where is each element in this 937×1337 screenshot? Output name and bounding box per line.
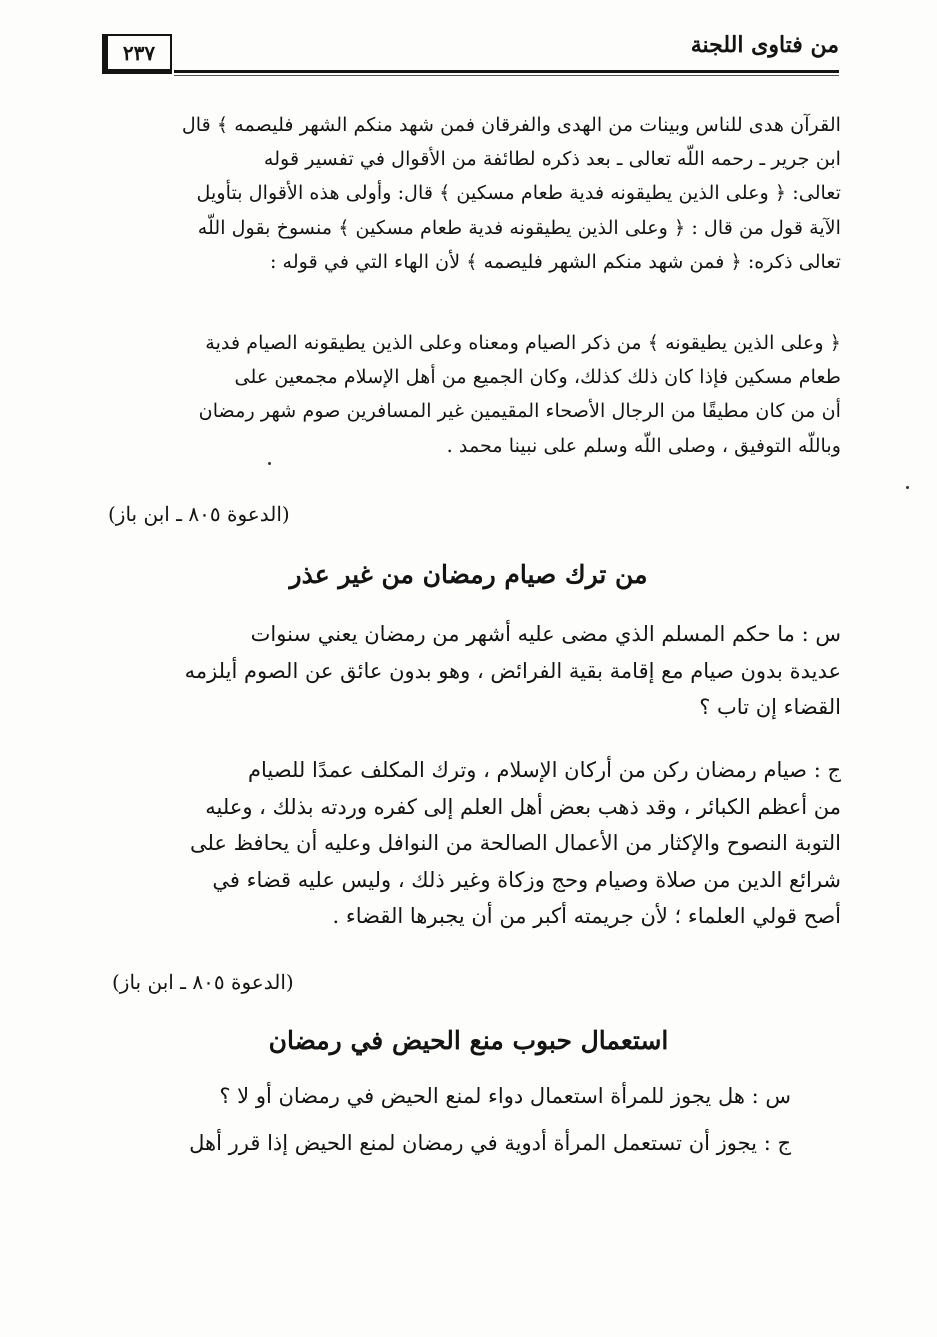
- fatwa-source: (الدعوة ٨٠٥ ـ ابن باز): [108, 502, 290, 526]
- text-line: من أعظم الكبائر ، وقد ذهب بعض أهل العلم إلى كفره وردته بذلك ، وعليه: [205, 794, 841, 819]
- header-rule: [174, 70, 839, 73]
- text-line: وباللّه التوفيق ، وصلى اللّه وسلم على نبينا محمد .: [446, 433, 841, 457]
- text-line: طعام مسكين فإذا كان ذلك كذلك، وكان الجميع من أهل الإسلام مجمعين على: [234, 365, 841, 389]
- paragraph-tafsir-continued: [106, 326, 841, 463]
- scan-speck: [268, 462, 271, 465]
- text-line: التوبة النصوح والإكثار من الأعمال الصالحة من النوافل وعليه أن يحافظ على: [189, 831, 841, 855]
- text-line: ﴿ وعلى الذين يطيقونه ﴾ من ذكر الصيام ومعناه وعلى الذين يطيقونه الصيام فدية: [205, 331, 841, 354]
- running-header: [102, 24, 839, 84]
- text-line: أن من كان مطيقًا من الرجال الأصحاء المقيمين غير المسافرين صوم شهر رمضان: [198, 399, 841, 423]
- text-line: س : ما حكم المسلم الذي مضى عليه أشهر من رمضان يعني سنوات: [250, 622, 841, 646]
- fatwa-source: (الدعوة ٨٠٥ ـ ابن باز): [112, 970, 294, 994]
- text-line: ابن جرير ـ رحمه اللّه تعالى ـ بعد ذكره لطائفة من الأقوال في تفسير قوله: [263, 147, 841, 171]
- text-line: عديدة بدون صيام مع إقامة بقية الفرائض ، وهو بدون عائق عن الصوم أيلزمه: [184, 658, 841, 683]
- text-line: القضاء إن تاب ؟: [699, 695, 841, 719]
- text-line: تعالى: ﴿ وعلى الذين يطيقونه فدية طعام مسكين ﴾ قال: وأولى هذه الأقوال بتأويل: [196, 181, 841, 205]
- text-line: الآية قول من قال : ﴿ وعلى الذين يطيقونه فدية طعام مسكين ﴾ منسوخ بقول اللّه: [197, 215, 841, 239]
- book-title: من فتاوى اللجنة: [690, 32, 839, 58]
- text-line: شرائع الدين من صلاة وصيام وحج وزكاة وغير ذلك ، وليس عليه قضاء في: [212, 867, 841, 892]
- header-rule-thin: [174, 75, 839, 76]
- text-line: تعالى ذكره: ﴿ فمن شهد منكم الشهر فليصمه ﴾ لأن الهاء التي في قوله :: [269, 249, 841, 273]
- answer-paragraph: [103, 752, 841, 935]
- answer-line: ج : يجوز أن تستعمل المرأة أدوية في رمضان لمنع الحيض إذا قرر أهل: [189, 1131, 791, 1155]
- scan-speck: [906, 486, 909, 489]
- text-line: أصح قولي العلماء ؛ لأن جريمته أكبر من أن يجبرها القضاء .: [332, 904, 841, 928]
- question-paragraph: [103, 616, 841, 726]
- text-line: القرآن هدى للناس وبينات من الهدى والفرقان فمن شهد منكم الشهر فليصمه ﴾ قال: [181, 113, 841, 136]
- question-line: س : هل يجوز للمرأة استعمال دواء لمنع الحيض في رمضان أو لا ؟: [219, 1084, 791, 1108]
- page-number: ٢٣٧: [102, 34, 172, 74]
- section-heading: من ترك صيام رمضان من غير عذر: [289, 560, 648, 589]
- text-line: ج : صيام رمضان ركن من أركان الإسلام ، وترك المكلف عمدًا للصيام: [248, 758, 841, 782]
- paragraph-tafsir: [106, 108, 841, 279]
- section-heading: استعمال حبوب منع الحيض في رمضان: [268, 1026, 669, 1055]
